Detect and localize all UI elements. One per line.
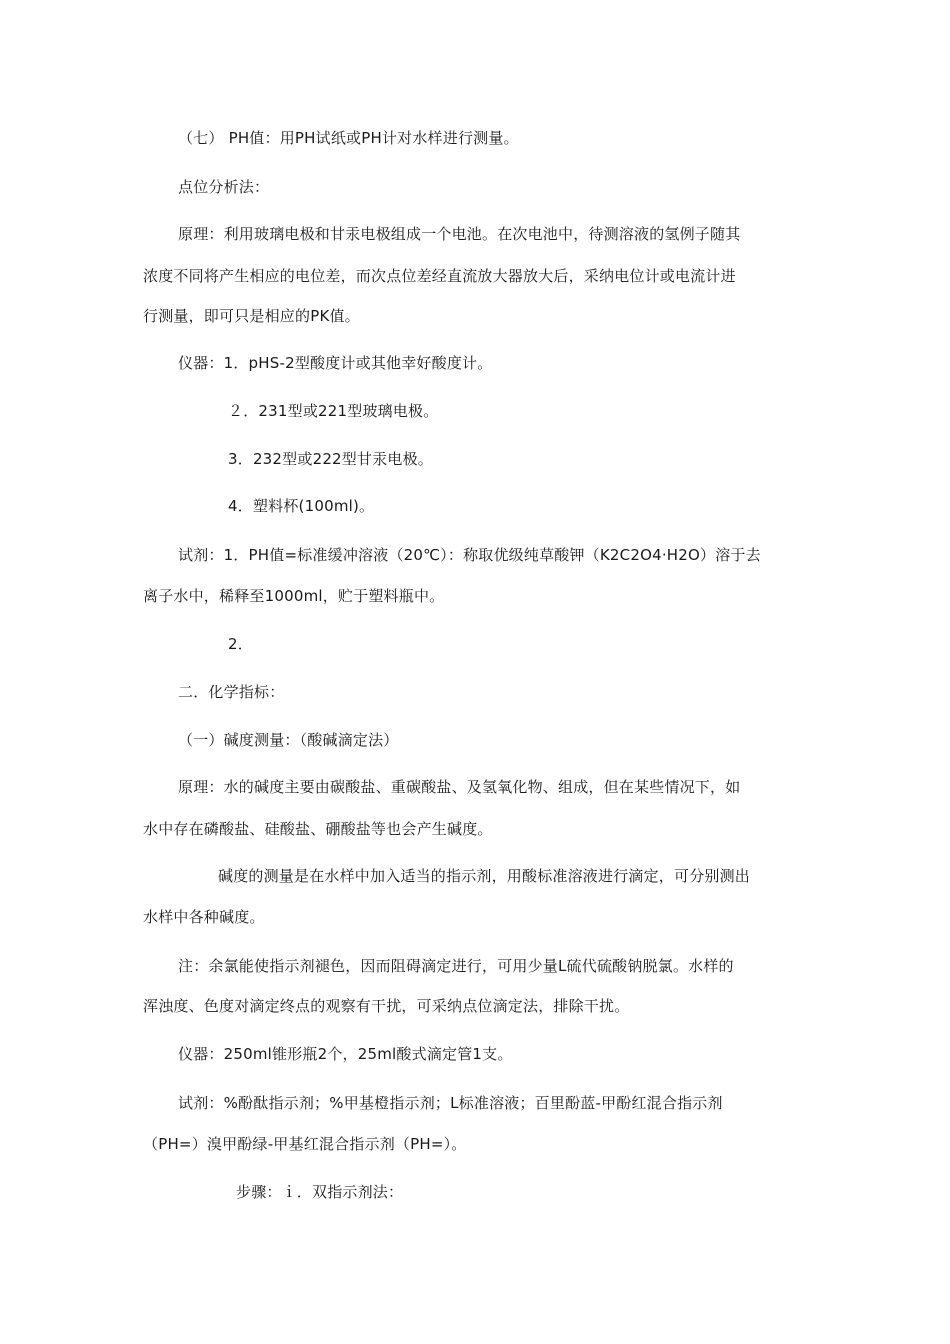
principle-line-2: 浓度不同将产生相应的电位差，而次点位差经直流放大器放大后，采纳电位计或电流计进 xyxy=(143,267,736,285)
alkalinity-principle-line-2: 水中存在磷酸盐、硅酸盐、硼酸盐等也会产生碱度。 xyxy=(143,820,493,838)
heading-chemical-indicators: 二．化学指标： xyxy=(178,683,285,701)
reagents-line-2: 离子水中，稀释至1000ml，贮于塑料瓶中。 xyxy=(143,587,445,605)
note-line-1: 注：余氯能使指示剂褪色，因而阻碍滴定进行，可用少量L硫代硫酸钠脱氯。水样的 xyxy=(178,957,734,975)
alkalinity-principle-line-1: 原理：水的碱度主要由碳酸盐、重碳酸盐、及氢氧化物、组成，但在某些情况下，如 xyxy=(178,778,741,796)
alkalinity-measure-line-1: 碱度的测量是在水样中加入适当的指示剂，用酸标准溶液进行滴定，可分别测出 xyxy=(218,867,751,885)
note-line-2: 浑浊度、色度对滴定终点的观察有干扰，可采纳点位滴定法，排除干扰。 xyxy=(143,997,630,1015)
instruments-item-4: 4．塑料杯(100ml)。 xyxy=(228,497,375,515)
instruments-item-2: ２．231型或221型玻璃电极。 xyxy=(228,402,439,420)
heading-ph-value: （七） PH值：用PH试纸或PH计对水样进行测量。 xyxy=(178,129,519,147)
alkalinity-reagents-line-1: 试剂：%酚酞指示剂；%甲基橙指示剂；L标准溶液；百里酚蓝-甲酚红混合指示剂 xyxy=(178,1094,723,1112)
alkalinity-measure-line-2: 水样中各种碱度。 xyxy=(143,908,265,926)
heading-potentiometric-method: 点位分析法： xyxy=(178,178,270,196)
alkalinity-reagents-line-2: （PH=）溴甲酚绿-甲基红混合指示剂（PH=）。 xyxy=(143,1135,467,1153)
principle-line-3: 行测量，即可只是相应的PK值。 xyxy=(143,307,360,325)
reagents-line-1: 试剂：1．PH值=标准缓冲溶液（20℃）：称取优级纯草酸钾（K2C2O4·H2O）溶于去 xyxy=(178,546,761,564)
steps-heading: 步骤：ｉ．双指示剂法： xyxy=(236,1183,404,1201)
principle-line-1: 原理：利用玻璃电极和甘汞电极组成一个电池。在次电池中，待测溶液的氢例子随其 xyxy=(178,225,741,243)
heading-alkalinity: （一）碱度测量：（酸碱滴定法） xyxy=(178,731,399,749)
instruments-item-3: 3．232型或222型甘汞电极。 xyxy=(228,450,434,468)
alkalinity-instruments: 仪器：250ml锥形瓶2个，25ml酸式滴定管1支。 xyxy=(178,1045,513,1063)
reagents-item-2: 2． xyxy=(228,635,253,653)
instruments-item-1: 仪器：1．pHS-2型酸度计或其他幸好酸度计。 xyxy=(178,354,493,372)
